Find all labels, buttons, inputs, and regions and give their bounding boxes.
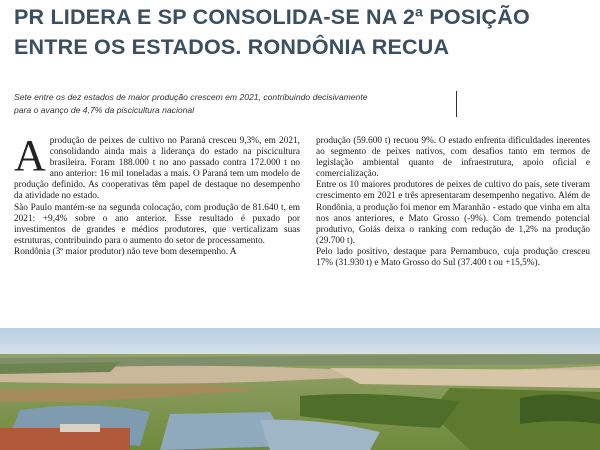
subtitle — [14, 91, 457, 117]
headline — [14, 2, 594, 62]
headline-line-2: ENTRE OS ESTADOS. RONDÔNIA RECUA — [14, 35, 450, 59]
headline-line-1: PR LIDERA E SP CONSOLIDA-SE NA 2ª POSIÇÃO — [14, 5, 530, 29]
paragraph: Entre os 10 maiores produtores de peixes de cultivo do país, sete tiveram crescimento em 2021 e três apresentaram desempenho negativo. Além de Rondônia, a produção foi menor em Maranhão - estado que vinha em alta nos anos anteriores, e Mato Grosso (-9%). Com tremendo potencial produtivo, Goiás deixa o ranking com redução de 1,2% na produção (29.700 t). — [316, 180, 590, 246]
paragraph-text: produção de peixes de cultivo no Paraná cresceu 9,3%, em 2021, consolidando ainda mais a liderança do estado na piscicultura brasileira. Foram 188.000 t no ano passado contra 172.000 t no ano anterior: 16 mil toneladas a mais. O Paraná tem um modelo de produção definido. As cooperativas têm papel de destaque no desempenho da atividade no estado. — [14, 136, 300, 202]
subtitle-line-1: Sete entre os dez estados de maior produção crescem em 2021, contribuindo decisivamente — [14, 92, 368, 102]
subtitle-line-2: para o avanço de 4,7% da piscicultura nacional — [14, 105, 195, 115]
drop-cap: A — [14, 131, 46, 180]
paragraph: Pelo lado positivo, destaque para Pernambuco, cuja produção cresceu 17% (31.930 t) e Mato Grosso do Sul (37.400 t ou +15,5%). — [316, 246, 590, 269]
article-column-1 — [14, 131, 300, 258]
paragraph — [14, 131, 300, 203]
aerial-fish-farm-photo — [0, 328, 600, 450]
photo-illustration — [0, 328, 600, 450]
paragraph: São Paulo mantém-se na segunda colocação, com produção de 81.640 t, em 2021: +9,4% sobre o ano anterior. Esse resultado é puxado por investimentos de grandes e médios produtores, que verticalizam suas estruturas, contribuindo para o aumento do setor de processamento. — [14, 202, 300, 246]
article-column-2 — [316, 136, 590, 269]
paragraph: Rondônia (3º maior produtor) não teve bom desempenho. A — [14, 246, 237, 257]
paragraph: produção (59.600 t) recuou 9%. O estado enfrenta dificuldades inerentes ao segmento de peixes nativos, com desafios tanto em termos de legislação ambiental quanto de infraestrutura, apoio oficial e comercialização. — [316, 136, 590, 180]
